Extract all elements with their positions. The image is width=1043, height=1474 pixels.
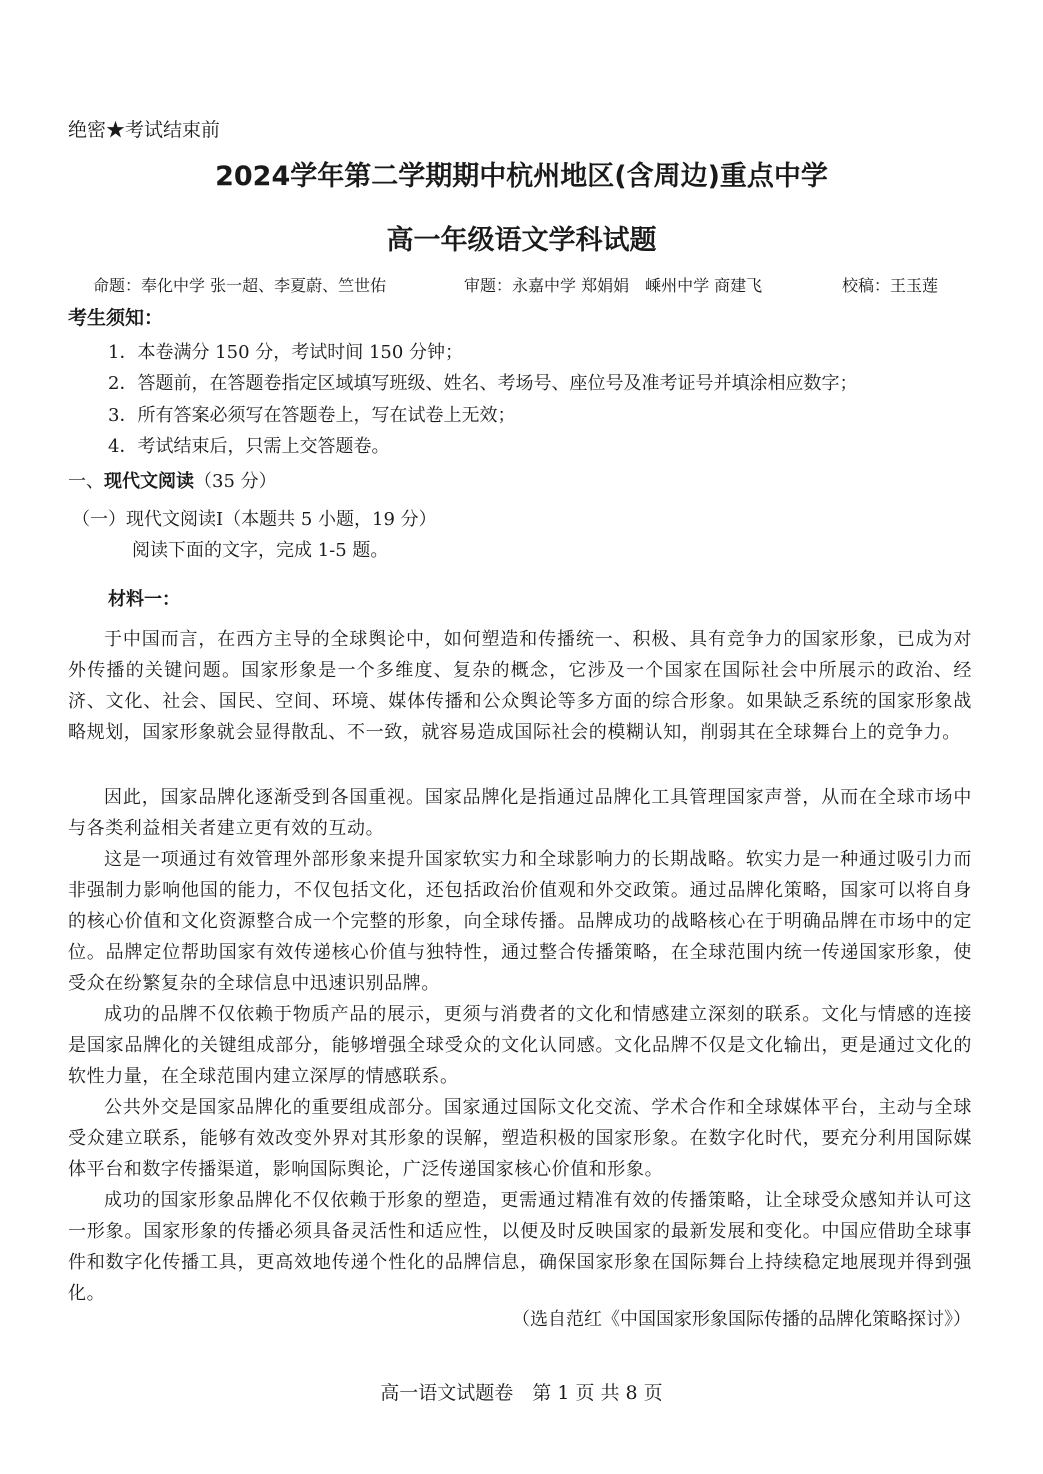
passage-paragraph: 这是一项通过有效管理外部形象来提升国家软实力和全球影响力的长期战略。软实力是一种通过吸引力而非强制力影响他国的能力，不仅包括文化，还包括政治价值观和外交政策。通过品牌化策略，国家可以将自身的核心价值和文化资源整合成一个完整的形象，向全球传播。品牌成功的战略核心在于明确品牌在市场中的定位。品牌定位帮助国家有效传递核心价值与独特性，通过整合传播策略，在全球范围内统一传递国家形象，使受众在纷繁复杂的全球信息中迅速识别品牌。 bbox=[68, 849, 972, 994]
passage-paragraph: 因此，国家品牌化逐渐受到各国重视。国家品牌化是指通过品牌化工具管理国家声誉，从而在全球市场中与各类利益相关者建立更有效的互动。 bbox=[68, 787, 972, 839]
section-heading bbox=[68, 470, 277, 494]
section-title: 现代文阅读 bbox=[104, 471, 194, 492]
passage-paragraph: 公共外交是国家品牌化的重要组成部分。国家通过国际文化交流、学术合作和全球媒体平台，主动与全球受众建立联系，能够有效改变外界对其形象的误解，塑造积极的国家形象。在数字化时代，要充分利用国际媒体平台和数字传播渠道，影响国际舆论，广泛传递国家核心价值和形象。 bbox=[68, 1097, 972, 1180]
notice-heading: 考生须知： bbox=[68, 307, 164, 329]
page-footer: 高一语文试题卷 第 1 页 共 8 页 bbox=[380, 1382, 663, 1404]
credits-setters: 命题：奉化中学 张一超、李夏蔚、竺世佑 bbox=[93, 276, 387, 295]
confidential-label: 绝密★考试结束前 bbox=[68, 119, 221, 141]
exam-subtitle: 高一年级语文学科试题 bbox=[386, 225, 657, 256]
notice-item: 3．所有答案必须写在答题卷上，写在试卷上无效； bbox=[108, 405, 516, 426]
subsection-heading: （一）现代文阅读Ⅰ（本题共 5 小题，19 分） bbox=[72, 509, 437, 530]
section-score: （35 分） bbox=[194, 471, 277, 492]
notice-item: 1．本卷满分 150 分，考试时间 150 分钟； bbox=[108, 342, 464, 363]
exam-title: 2024学年第二学期期中杭州地区(含周边)重点中学 bbox=[215, 161, 828, 192]
reading-instruction: 阅读下面的文字，完成 1-5 题。 bbox=[132, 540, 389, 561]
notice-item: 4．考试结束后，只需上交答题卷。 bbox=[108, 436, 390, 457]
passage-paragraph: 成功的品牌不仅依赖于物质产品的展示，更须与消费者的文化和情感建立深刻的联系。文化与情感的连接是国家品牌化的关键组成部分，能够增强全球受众的文化认同感。文化品牌不仅是文化输出，更是通过文化的软性力量，在全球范围内建立深厚的情感联系。 bbox=[68, 1004, 972, 1087]
passage-paragraph: 于中国而言，在西方主导的全球舆论中，如何塑造和传播统一、积极、具有竞争力的国家形象，已成为对外传播的关键问题。国家形象是一个多维度、复杂的概念，它涉及一个国家在国际社会中所展示的政治、经济、文化、社会、国民、空间、环境、媒体传播和公众舆论等多方面的综合形象。如果缺乏系统的国家形象战略规划，国家形象就会显得散乱、不一致，就容易造成国际社会的模糊认知，削弱其在全球舞台上的竞争力。 bbox=[68, 629, 972, 743]
notice-item: 2．答题前，在答题卷指定区域填写班级、姓名、考场号、座位号及准考证号并填涂相应数字； bbox=[108, 373, 858, 394]
credits-reviewers: 审题：永嘉中学 郑娟娟 嵊州中学 商建飞 bbox=[464, 276, 763, 295]
passage-source: （选自范红《中国国家形象国际传播的品牌化策略探讨》） bbox=[512, 1309, 971, 1330]
section-number: 一、 bbox=[68, 471, 104, 492]
credits-proofreader: 校稿：王玉莲 bbox=[842, 276, 939, 295]
material-heading: 材料一： bbox=[108, 589, 180, 610]
passage-paragraph: 成功的国家形象品牌化不仅依赖于形象的塑造，更需通过精准有效的传播策略，让全球受众感知并认可这一形象。国家形象的传播必须具备灵活性和适应性，以便及时反映国家的最新发展和变化。中国应借助全球事件和数字化传播工具，更高效地传递个性化的品牌信息，确保国家形象在国际舞台上持续稳定地展现并得到强化。 bbox=[68, 1190, 972, 1304]
